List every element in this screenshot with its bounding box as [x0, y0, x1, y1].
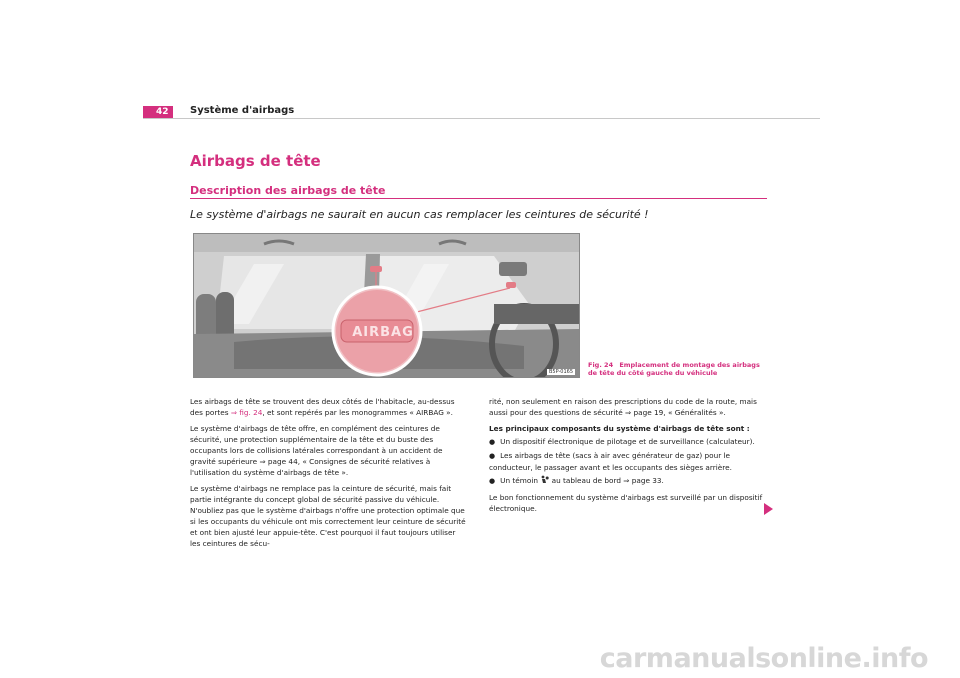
airbag-monogram: AIRBAG — [352, 325, 414, 340]
next-page-arrow-icon[interactable] — [764, 503, 773, 515]
list-item-text: Un témoin — [500, 476, 541, 485]
figure-code: B5P-0165 — [548, 369, 573, 375]
text: , et sont repérés par les monogrammes « AIRBAG ». — [262, 408, 453, 417]
figure-link[interactable]: ⇒ fig. 24 — [230, 408, 263, 417]
header-rule — [143, 118, 820, 119]
paragraph: Le système d'airbags ne remplace pas la ceinture de sécurité, mais fait partie intégrante du concept global de sécurité passive du véhicule. N'oubliez pas que le système d'airbags n'offre une protection optimale que si les occupants du véhicule ont mis correctement leur ceinture de sécurité et ont bien ajusté leur appuie-tête. C'est pourquoi il faut toujours utiliser les ceintures de sécu- — [190, 484, 466, 548]
page-header — [143, 106, 820, 118]
left-column — [190, 396, 466, 554]
intro-text: Le système d'airbags ne saurait en aucun cas remplacer les ceintures de sécurité ! — [190, 208, 649, 221]
list-item-text: au tableau de bord ⇒ page 33. — [549, 476, 664, 485]
caption-number: Fig. 24 — [588, 361, 614, 369]
subsection-title: Description des airbags de tête — [190, 184, 386, 197]
paragraph — [190, 396, 466, 418]
paragraph: rité, non seulement en raison des prescriptions du code de la route, mais aussi pour des questions de sécurité ⇒ page 19, « Généralités ». — [489, 397, 757, 417]
car-interior-illustration — [194, 234, 580, 378]
components-heading: Les principaux composants du système d'airbags de tête sont : — [489, 424, 750, 433]
watermark: carmanualsonline.info — [599, 643, 928, 674]
text: Les airbags de tête se trouvent des deux côtés de l'habitacle, au-dessus des portes — [190, 397, 455, 417]
section-title: Airbags de tête — [190, 152, 321, 170]
paragraph: Le bon fonctionnement du système d'airbags est surveillé par un dispositif électronique. — [489, 493, 763, 513]
caption-text: Emplacement de montage des airbags de tête du côté gauche du véhicule — [588, 361, 760, 377]
list-item — [489, 436, 765, 448]
figure-head-airbag — [193, 233, 580, 378]
page-number: 42 — [143, 106, 173, 119]
airbag-warning-icon — [540, 475, 549, 484]
list-item-text: Les airbags de tête (sacs à air avec générateur de gaz) pour le conducteur, le passager avant et les occupants des sièges arrière. — [489, 451, 732, 472]
figure-caption — [588, 361, 768, 377]
subsection-rule — [190, 198, 767, 199]
list-item — [489, 450, 765, 473]
right-column — [489, 396, 765, 519]
running-title: Système d'airbags — [190, 105, 295, 116]
list-item-text: Un dispositif électronique de pilotage et de surveillance (calculateur). — [500, 437, 755, 446]
paragraph: Le système d'airbags de tête offre, en complément des ceintures de sécurité, une protection supplémentaire de la tête et du buste des occupants lors de collisions latérales correspondant à un accident de gravité supérieure ⇒ page 44, « Consignes de sécurité relatives à l'utilisation du système d'airbags de tête ». — [190, 424, 443, 477]
list-item — [489, 475, 765, 487]
